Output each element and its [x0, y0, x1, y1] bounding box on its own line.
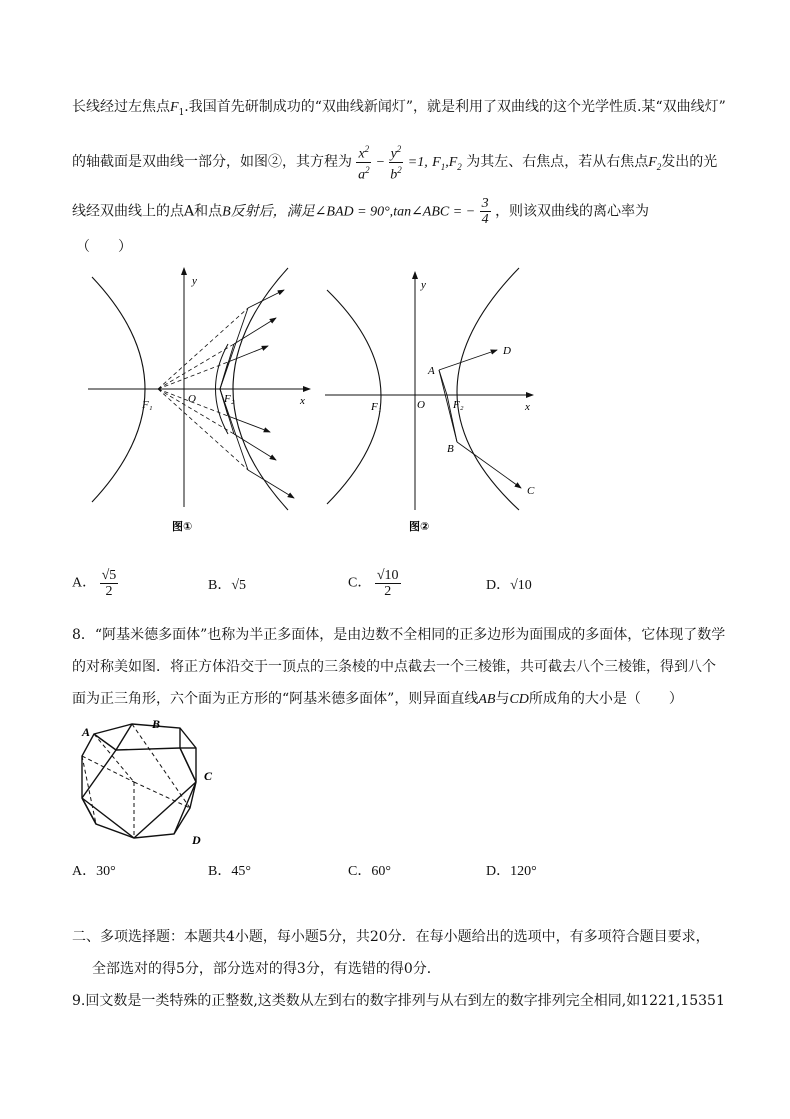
q7-option-c: C． $\frac{√10}{2}$: [348, 568, 399, 599]
fig2-f1-label: F₁: [371, 401, 382, 413]
q9-line-1: 9.回文数是一类特殊的正整数,这类数从左到右的数字排列与从右到左的数字排列完全相同,如1221,15351: [72, 993, 725, 1009]
section-2-scoring: 全部选对的得5分，部分选对的得3分，有选错的得0分．: [92, 961, 441, 977]
polyhedron-vertex-a: A: [82, 725, 91, 739]
fig2-point-a: A: [428, 365, 435, 377]
q7-option-d: D．√10: [486, 578, 532, 593]
fig2-point-c: C: [527, 485, 535, 497]
fig2-y-label: y: [421, 279, 426, 291]
q7-option-b: B．√5: [208, 578, 247, 593]
figure-2-caption: 图②: [409, 520, 430, 533]
polyhedron-vertex-b: B: [152, 717, 161, 731]
q8-option-a: A．30°: [72, 864, 116, 879]
q7-line-3: 线经双曲线上的点A和点B反射后，满足∠BAD = 90°,tan∠ABC = − $\frac{3}{4}$ ，则该双曲线的离心率为: [72, 196, 650, 227]
q8-option-c: C．60°: [348, 864, 391, 879]
fig2-x-label: x: [525, 401, 530, 413]
section-2-heading: 二、多项选择题：本题共4小题，每小题5分，共20分．在每小题给出的选项中，有多项符合题目要求，: [72, 929, 710, 945]
tan-fraction: $\frac{3}{4}$: [481, 196, 489, 227]
q7-line-2: 的轴截面是双曲线一部分，如图②，其方程为 $\frac{x^2}{a^2}$ − $\frac{y^2}{b^2}$ =1, $F_1,F_2$ 为其左、右焦点，若从右焦点$F_2$发出的光: [72, 144, 718, 183]
fig1-origin-label: O: [188, 393, 196, 405]
figure-2-hyperbola: [325, 262, 545, 542]
fig1-x-label: x: [300, 395, 305, 407]
q8-line-1: 8．“阿基米德多面体”也称为半正多面体，是由边数不全相同的正多边形为面围成的多面体，它体现了数学: [72, 627, 726, 643]
fig1-f2-label: F₂: [224, 393, 235, 405]
fig1-f1-label: F₁: [142, 399, 153, 411]
cuboctahedron-figure: [72, 712, 232, 847]
q7-option-a: A． $\frac{√5}{2}$: [72, 568, 117, 599]
fig2-point-b: B: [447, 443, 454, 455]
q7-line-1: 长线经过左焦点$F_1$.我国首先研制成功的“双曲线新闻灯”，就是利用了双曲线的这个光学性质.某“双曲线灯”: [72, 99, 726, 118]
equation-x-term: $\frac{x^2}{a^2}$: [358, 144, 370, 183]
q8-option-b: B．45°: [208, 864, 251, 879]
polyhedron-vertex-d: D: [192, 833, 201, 847]
q8-line-2: 的对称美如图．将正方体沿交于一顶点的三条棱的中点截去一个三棱锥，共可截去八个三棱锥，得到八个: [72, 659, 716, 675]
fig2-f2-label: F₂: [453, 399, 464, 411]
q8-option-d: D．120°: [486, 864, 537, 879]
polyhedron-vertex-c: C: [204, 769, 213, 783]
figure-1-caption: 图①: [172, 520, 193, 533]
q7-answer-paren: （ ）: [76, 239, 132, 255]
fig2-origin-label: O: [417, 399, 425, 411]
fig2-point-d: D: [503, 345, 511, 357]
q8-line-3: 面为正三角形，六个面为正方形的“阿基米德多面体”，则异面直线AB与CD所成角的大小是（ ）: [72, 691, 683, 707]
figure-1-hyperbola: [88, 262, 318, 542]
fig1-y-label: y: [192, 275, 197, 287]
equation-y-term: $\frac{y^2}{b^2}$: [390, 144, 402, 183]
